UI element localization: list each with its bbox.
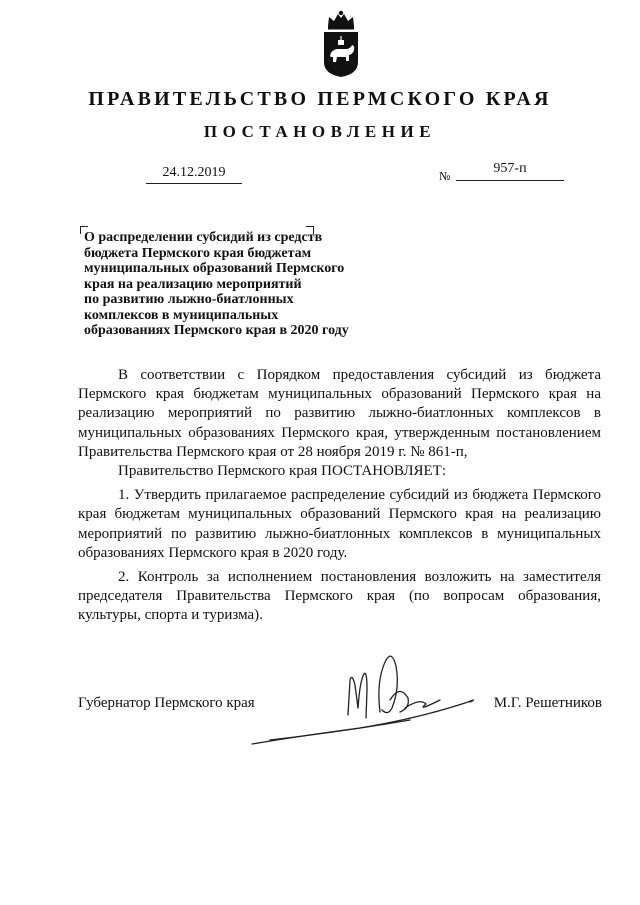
document-type: ПОСТАНОВЛЕНИЕ: [203, 122, 437, 141]
subject-line: края на реализацию мероприятий: [84, 276, 302, 292]
document-body: [78, 366, 601, 626]
body-paragraph: 2. Контроль за исполнением постановления возложить на заместителя председателя Правительства Пермского края (по вопросам образования, культуры, спорта и туризма).: [78, 569, 601, 624]
subject-line: О распределении субсидий из средств: [84, 230, 323, 245]
subject-line: муниципальных образований Пермского: [84, 261, 345, 276]
signatory-role: Губернатор Пермского края: [78, 695, 255, 711]
subject-line: по развитию лыжно-биатлонных: [84, 292, 294, 307]
number-underline: [456, 180, 564, 181]
body-paragraph: Правительство Пермского края ПОСТАНОВЛЯЕТ:: [118, 463, 447, 480]
handwritten-signature-icon: [240, 640, 490, 750]
body-paragraph: 1. Утвердить прилагаемое распределение субсидий из бюджета Пермского края бюджетам муниципальных образований Пермского края на реализацию мероприятий по развитию лыжно-биатлонных комплексов в муниципальных образованиях Пермского края в 2020 году.: [78, 487, 601, 561]
number-sign: №: [439, 169, 451, 183]
subject-line: бюджета Пермского края бюджетам: [84, 245, 312, 261]
subject-line: комплексов в муниципальных: [84, 307, 279, 323]
document-number: 957-п: [493, 161, 527, 176]
signatory-name: М.Г. Решетников: [493, 695, 602, 711]
government-title: ПРАВИТЕЛЬСТВО ПЕРМСКОГО КРАЯ: [88, 88, 552, 110]
document-date: 24.12.2019: [162, 165, 226, 180]
subject-line: образованиях Пермского края в 2020 году: [84, 323, 349, 338]
body-paragraph: В соответствии с Порядком предоставления субсидий из бюджета Пермского края бюджетам муниципальных образований Пермского края на реализацию мероприятий по развитию лыжно-биатлонных комплексов в муниципальных образованиях Пермского края, утвержденным постановлением Правительства Пермского края от 28 ноября 2019 г. № 861-п,: [78, 367, 601, 460]
perm-krai-coat-of-arms-icon: [321, 10, 361, 78]
date-underline: [146, 183, 242, 184]
document-subject: [84, 230, 404, 339]
